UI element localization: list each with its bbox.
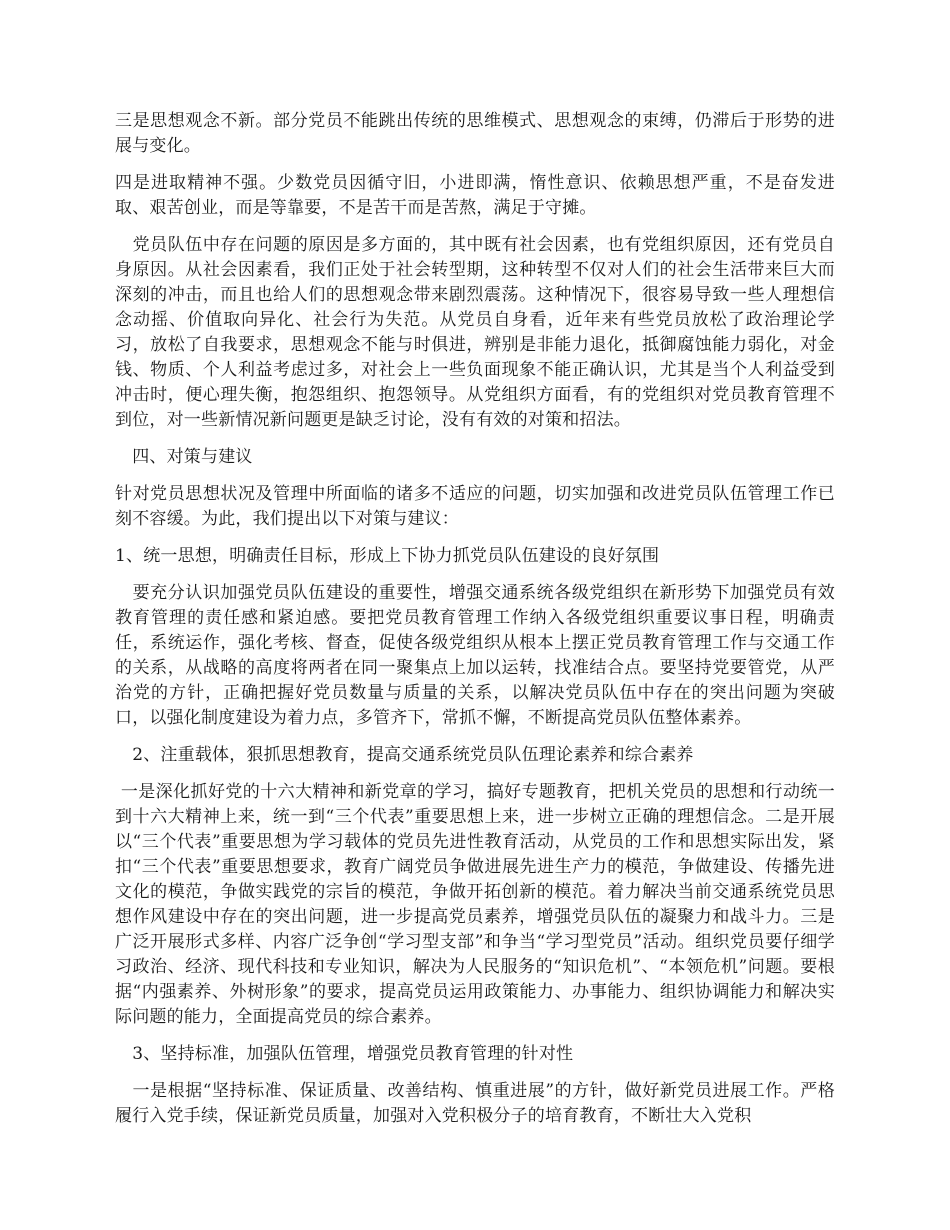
paragraph-intro-countermeasures: 针对党员思想状况及管理中所面临的诸多不适应的问题，切实加强和改进党员队伍管理工作已刻不容缓。为此，我们提出以下对策与建议： <box>115 484 835 529</box>
paragraph-measure-1: 要充分认识加强党员队伍建设的重要性，增强交通系统各级党组织在新形势下加强党员有效教育管理的责任感和紧迫感。要把党员教育管理工作纳入各级党组织重要议事日程，明确责任，系统运作，强化考核、督查，促使各级党组织从根本上摆正党员教育管理工作与交通工作的关系，从战略的高度将两者在同一聚集点上加以运转，找准结合点。要坚持党要管党，从严治党的方针，正确把握好党员数量与质量的关系，以解决党员队伍中存在的突出问题为突破口，以强化制度建设为着力点，多管齐下，常抓不懈，不断提高党员队伍整体素养。 <box>115 583 835 728</box>
section-heading-countermeasures: 四、对策与建议 <box>115 447 253 467</box>
paragraph-causes: 党员队伍中存在问题的原因是多方面的，其中既有社会因素，也有党组织原因，还有党员自身原因。从社会因素看，我们正处于社会转型期，这种转型不仅对人们的社会生活带来巨大而深刻的冲击，而且也给人们的思想观念带来剧烈震荡。这种情况下，很容易导致一些人理想信念动摇、价值取向异化、社会行为失范。从党员自身看，近年来有些党员放松了政治理论学习，放松了自我要求，思想观念不能与时俱进，辨别是非能力退化，抵御腐蚀能力弱化，对金钱、物质、个人利益考虑过多，对社会上一些负面现象不能正确认识，尤其是当个人利益受到冲击时，便心理失衡，抱怨组织、抱怨领导。从党组织方面看，有的党组织对党员教育管理不到位，对一些新情况新问题更是缺乏讨论，没有有效的对策和招法。 <box>115 235 835 430</box>
paragraph-measure-3: 一是根据“坚持标准、保证质量、改善结构、慎重进展”的方针，做好新党员进展工作。严格履行入党手续，保证新党员质量，加强对入党积极分子的培育教育，不断壮大入党积 <box>115 1081 835 1126</box>
document-body <box>115 109 835 1141</box>
paragraph-point-three: 三是思想观念不新。部分党员不能跳出传统的思维模式、思想观念的束缚，仍滞后于形势的进展与变化。 <box>115 111 835 156</box>
subheading-3: 3、坚持标准，加强队伍管理，增强党员教育管理的针对性 <box>115 1044 574 1064</box>
subheading-1: 1、统一思想，明确责任目标，形成上下协力抓党员队伍建设的良好氛围 <box>115 546 660 566</box>
paragraph-point-four: 四是进取精神不强。少数党员因循守旧，小进即满，惰性意识、依赖思想严重，不是奋发进取、艰苦创业，而是等靠要，不是苦干而是苦熬，满足于守摊。 <box>115 173 835 218</box>
subheading-2: 2、注重载体，狠抓思想教育，提高交通系统党员队伍理论素养和综合素养 <box>115 745 694 765</box>
paragraph-measure-2: 一是深化抓好党的十六大精神和新党章的学习，搞好专题教育，把机关党员的思想和行动统一到十六大精神上来，统一到“三个代表”重要思想上来，进一步树立正确的理想信念。二是开展以“三个代表”重要思想为学习载体的党员先进性教育活动，从党员的工作和思想实际出发，紧扣“三个代表”重要思想要求，教育广阔党员争做进展先进生产力的模范，争做建设、传播先进文化的模范，争做实践党的宗旨的模范，争做开拓创新的模范。着力解决当前交通系统党员思想作风建设中存在的突出问题，进一步提高党员素养，增强党员队伍的凝聚力和战斗力。三是广泛开展形式多样、内容广泛争创“学习型支部”和争当“学习型党员”活动。组织党员要仔细学习政治、经济、现代科技和专业知识，解决为人民服务的“知识危机”、“本领危机”问题。要根据“内强素养、外树形象”的要求，提高党员运用政策能力、办事能力、组织协调能力和解决实际问题的能力，全面提高党员的综合素养。 <box>115 782 835 1027</box>
